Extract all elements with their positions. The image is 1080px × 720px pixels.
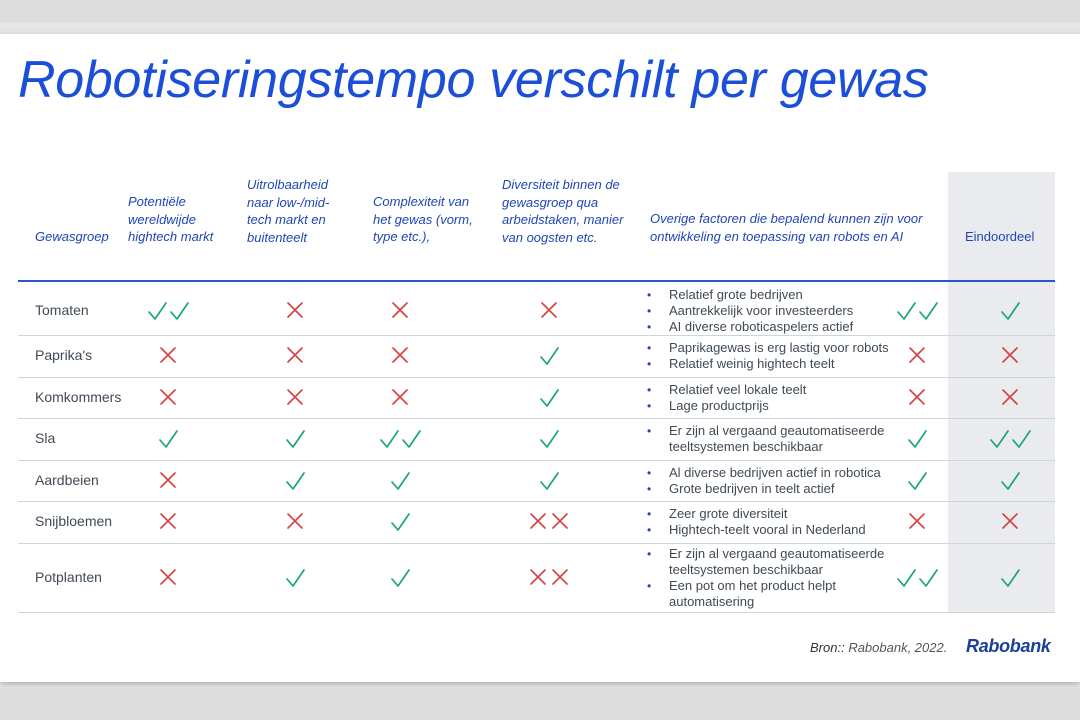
factor-item: • Aantrekkelijk voor investeerders (645, 303, 890, 319)
cross-icon (553, 514, 567, 528)
check-icon (541, 473, 558, 489)
potentie-mark (158, 511, 180, 533)
diversiteit-mark (539, 387, 561, 409)
complexiteit-mark (390, 300, 412, 322)
complexiteit-mark (390, 387, 412, 409)
check-icon (898, 570, 915, 586)
cross-icon (910, 390, 924, 404)
check-icon (287, 431, 304, 447)
factor-item: • Een pot om het product helpt automatisering (645, 578, 890, 610)
diversiteit-mark (539, 428, 561, 450)
row-label: Sla (35, 430, 56, 446)
complexiteit-mark (390, 345, 412, 367)
factor-list (645, 382, 890, 414)
check-icon (392, 473, 409, 489)
factor-list (645, 465, 890, 497)
cross-icon (910, 514, 924, 528)
cross-icon (393, 303, 407, 317)
potentie-mark (158, 470, 180, 492)
factor-mark (907, 470, 929, 492)
factor-item: • Relatief weinig hightech teelt (645, 356, 890, 372)
diversiteit-mark (539, 470, 561, 492)
uitrol-mark (285, 470, 307, 492)
check-icon (909, 431, 926, 447)
header-eindoordeel: Eindoordeel (965, 229, 1035, 244)
check-icon (1002, 303, 1019, 319)
cross-icon (161, 473, 175, 487)
cross-icon (288, 390, 302, 404)
table-bottom-rule (18, 612, 1055, 613)
factor-item: • Zeer grote diversiteit (645, 506, 890, 522)
row-label: Snijbloemen (35, 513, 113, 529)
check-icon (160, 431, 177, 447)
factor-item: • Relatief veel lokale teelt (645, 382, 890, 398)
row-divider (18, 377, 1055, 378)
uitrol-mark (285, 300, 307, 322)
cross-icon (161, 390, 175, 404)
cross-icon (161, 348, 175, 362)
source-text: Rabobank, 2022. (848, 640, 948, 655)
row-label: Aardbeien (35, 472, 99, 488)
diversiteit-mark (539, 300, 561, 322)
factor-item: • Al diverse bedrijven actief in robotica (645, 465, 890, 481)
row-divider (18, 501, 1055, 502)
cross-icon (393, 348, 407, 362)
potentie-mark (158, 345, 180, 367)
header-rule (18, 280, 1055, 282)
page-title: Robotiseringstempo verschilt per gewas (18, 51, 929, 109)
diversiteit-mark (528, 567, 572, 589)
cross-icon (553, 570, 567, 584)
rabobank-logo: Rabobank (966, 636, 1051, 656)
cross-icon (288, 514, 302, 528)
check-icon (1002, 473, 1019, 489)
complexiteit-mark (379, 428, 423, 450)
check-icon (541, 390, 558, 406)
factor-mark (907, 387, 929, 409)
eindoordeel-mark (989, 428, 1033, 450)
row-label: Komkommers (35, 389, 122, 405)
factor-list (645, 287, 890, 335)
row-divider (18, 543, 1055, 544)
factor-item: • Er zijn al vergaand geautomatiseerde teeltsystemen beschikbaar (645, 423, 890, 455)
header-overige-factoren: Overige factoren die bepalend kunnen zijn voor ontwikkeling en toepassing van robots en AI (650, 211, 923, 244)
bottom-border (0, 688, 1080, 720)
cross-icon (1003, 348, 1017, 362)
check-icon (541, 431, 558, 447)
top-border (0, 0, 1080, 22)
factor-item: • Lage productprijs (645, 398, 890, 414)
check-icon (381, 431, 398, 447)
potentie-mark (158, 428, 180, 450)
uitrol-mark (285, 345, 307, 367)
row-label: Potplanten (35, 569, 102, 585)
factor-item: • Er zijn al vergaand geautomatiseerde teeltsystemen beschikbaar (645, 546, 890, 578)
potentie-mark (158, 567, 180, 589)
eindoordeel-mark (1000, 567, 1022, 589)
check-icon (909, 473, 926, 489)
check-icon (392, 514, 409, 530)
uitrol-mark (285, 387, 307, 409)
complexiteit-mark (390, 470, 412, 492)
check-icon (541, 348, 558, 364)
cross-icon (161, 570, 175, 584)
source-label: Bron:: (810, 640, 845, 655)
uitrol-mark (285, 428, 307, 450)
check-icon (920, 570, 937, 586)
row-divider (18, 335, 1055, 336)
factor-mark (907, 511, 929, 533)
cross-icon (1003, 390, 1017, 404)
eindoordeel-mark (1000, 470, 1022, 492)
row-label: Paprika's (35, 347, 93, 363)
potentie-mark (147, 300, 191, 322)
factor-list (645, 506, 890, 538)
potentie-mark (158, 387, 180, 409)
uitrol-mark (285, 511, 307, 533)
check-icon (920, 303, 937, 319)
factor-item: • Relatief grote bedrijven (645, 287, 890, 303)
cross-icon (1003, 514, 1017, 528)
check-icon (287, 473, 304, 489)
factor-mark (907, 345, 929, 367)
cross-icon (542, 303, 556, 317)
check-icon (287, 570, 304, 586)
cross-icon (910, 348, 924, 362)
eindoordeel-mark (1000, 300, 1022, 322)
row-divider (18, 460, 1055, 461)
eindoordeel-mark (1000, 511, 1022, 533)
check-icon (898, 303, 915, 319)
factor-item: • AI diverse roboticaspelers actief (645, 319, 890, 335)
cross-icon (531, 570, 545, 584)
header-diversiteit: Diversiteit binnen de gewasgroep qua arbeidstaken, manier van oogsten etc. (502, 177, 624, 245)
header-complexiteit: Complexiteit van het gewas (vorm, type etc.), (373, 194, 473, 244)
cross-icon (288, 348, 302, 362)
cross-icon (161, 514, 175, 528)
complexiteit-mark (390, 567, 412, 589)
factor-list (645, 340, 890, 372)
eindoordeel-mark (1000, 387, 1022, 409)
source-note (810, 640, 947, 655)
factor-item: • Hightech-teelt vooral in Nederland (645, 522, 890, 538)
row-label: Tomaten (35, 302, 89, 318)
diversiteit-mark (539, 345, 561, 367)
cross-icon (393, 390, 407, 404)
factor-mark (896, 300, 940, 322)
eindoordeel-mark (1000, 345, 1022, 367)
check-icon (403, 431, 420, 447)
check-icon (392, 570, 409, 586)
check-icon (149, 303, 166, 319)
diversiteit-mark (528, 511, 572, 533)
factor-mark (907, 428, 929, 450)
factor-list (645, 423, 890, 455)
check-icon (991, 431, 1008, 447)
check-icon (171, 303, 188, 319)
header-gewasgroep: Gewasgroep (35, 229, 109, 244)
complexiteit-mark (390, 511, 412, 533)
header-uitrolbaarheid: Uitrolbaarheid naar low-/mid- tech markt en buitenteelt (247, 177, 330, 245)
check-icon (1002, 570, 1019, 586)
uitrol-mark (285, 567, 307, 589)
check-icon (1013, 431, 1030, 447)
factor-item: • Grote bedrijven in teelt actief (645, 481, 890, 497)
cross-icon (288, 303, 302, 317)
factor-item: • Paprikagewas is erg lastig voor robots (645, 340, 890, 356)
cross-icon (531, 514, 545, 528)
factor-list (645, 546, 890, 610)
factor-mark (896, 567, 940, 589)
header-potentie: Potentiële wereldwijde hightech markt (128, 194, 214, 244)
row-divider (18, 418, 1055, 419)
